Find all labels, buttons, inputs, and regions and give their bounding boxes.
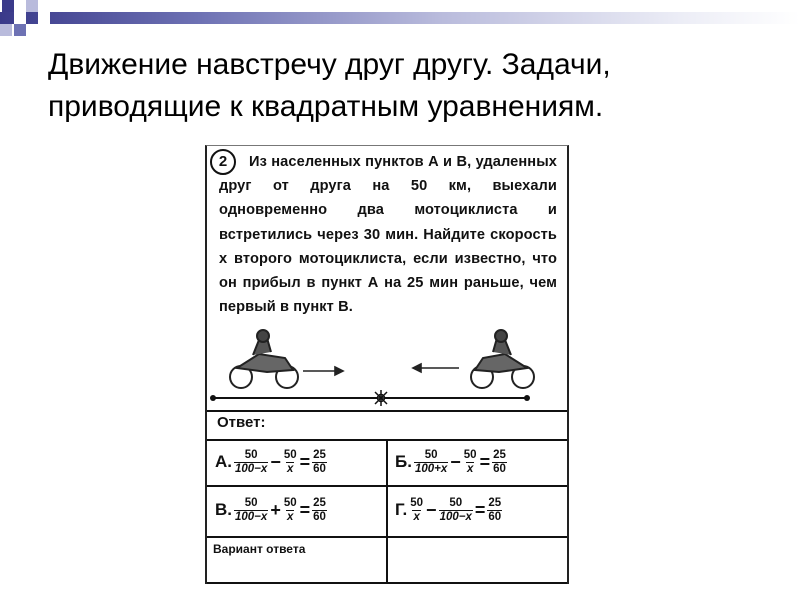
fraction (409, 497, 424, 524)
operator: − (426, 499, 437, 520)
variant-label: Вариант ответа (213, 542, 306, 556)
answer-option-a (215, 444, 327, 480)
answer-option-v (215, 492, 327, 528)
fraction-numerator: 25 (493, 448, 506, 461)
motorcycle-right-icon (471, 330, 534, 388)
fraction-denominator: 60 (313, 462, 326, 475)
task-card (205, 145, 569, 584)
fraction (283, 497, 298, 524)
fraction-numerator: 50 (283, 448, 297, 461)
answer-option-g (395, 492, 502, 528)
fraction-numerator: 25 (313, 496, 326, 509)
operator: = (479, 451, 491, 472)
route-line (210, 395, 530, 401)
fraction-denominator: x (413, 510, 420, 523)
option-letter: Г. (395, 500, 408, 519)
fraction-denominator: 100−x (439, 510, 472, 523)
fraction-numerator: 50 (410, 496, 424, 509)
answer-option-b (395, 444, 507, 480)
meeting-point-icon (373, 390, 389, 406)
fraction (487, 497, 502, 524)
fraction-numerator: 50 (244, 496, 258, 509)
fraction-denominator: x (287, 462, 294, 475)
fraction-numerator: 50 (449, 496, 463, 509)
fraction (463, 449, 478, 476)
fraction (234, 449, 268, 476)
fraction-numerator: 50 (463, 448, 477, 461)
header-decoration (0, 0, 800, 30)
fraction (312, 449, 327, 476)
fraction-denominator: 60 (493, 462, 506, 475)
operator: − (270, 451, 281, 472)
operator: = (299, 499, 311, 520)
fraction (439, 497, 473, 524)
fraction-denominator: x (287, 510, 294, 523)
operator: − (450, 451, 461, 472)
header-square (14, 24, 26, 36)
motorcycle-left-icon (230, 330, 298, 388)
fraction (234, 497, 268, 524)
table-divider (386, 439, 388, 584)
option-letter: В. (215, 500, 232, 519)
header-square (38, 12, 50, 24)
problem-text: Из населенных пунктов А и В, удаленных друг от друга на 50 км, выехали одновременно два мотоциклиста и встретились через 30 мин. Найдите скорость x второго мотоциклиста, если известно, что он прибыл в пункт А на 25 мин раньше, чем первый в пункт В. (219, 154, 557, 316)
answer-label: Ответ: (217, 414, 266, 431)
fraction-denominator: 60 (488, 510, 502, 523)
arrow-left-icon (413, 364, 459, 372)
operator: = (299, 451, 311, 472)
option-letter: А. (215, 452, 232, 471)
fraction (492, 449, 507, 476)
fraction-numerator: 50 (244, 448, 258, 461)
fraction-denominator: x (466, 462, 474, 475)
fraction-denominator: 100−x (235, 510, 268, 523)
slide-title: Движение навстречу друг другу. Задачи, приводящие к квадратным уравнениям. (48, 48, 611, 123)
motorcycles-illustration (207, 328, 567, 414)
fraction-numerator: 50 (283, 496, 297, 509)
option-letter: Б. (395, 452, 412, 471)
header-square (0, 24, 12, 36)
fraction-numerator: 50 (424, 448, 438, 461)
fraction-denominator: 100−x (235, 462, 268, 475)
operator: + (270, 499, 281, 520)
fraction-numerator: 25 (488, 496, 502, 509)
arrow-right-icon (303, 367, 343, 375)
fraction (312, 497, 327, 524)
operator: = (474, 499, 486, 520)
table-divider (207, 410, 567, 412)
fraction-denominator: 100+x (414, 462, 448, 475)
fraction-denominator: 60 (313, 510, 326, 523)
fraction (414, 449, 448, 476)
header-square (26, 0, 38, 12)
header-square (14, 12, 26, 24)
header-gradient-bar (0, 12, 800, 24)
fraction (283, 449, 298, 476)
header-square (2, 0, 14, 12)
fraction-numerator: 25 (313, 448, 326, 461)
task-number-badge: 2 (210, 149, 236, 175)
